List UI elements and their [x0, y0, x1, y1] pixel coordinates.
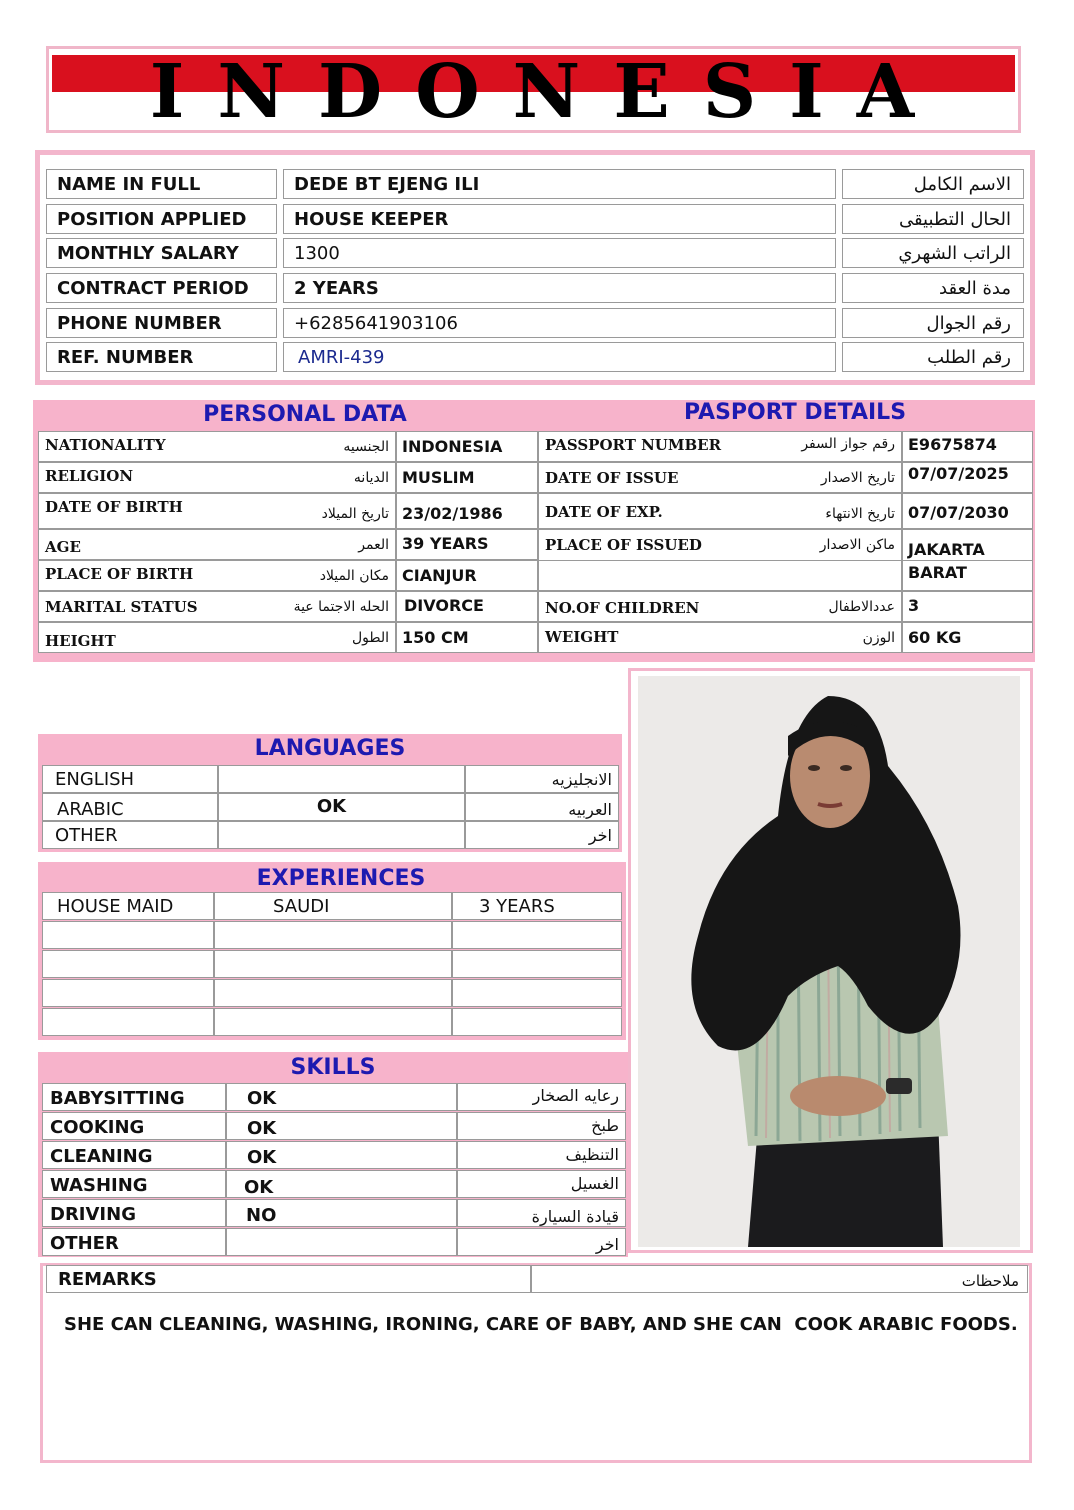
- pd-label: DATE OF BIRTH: [45, 498, 183, 516]
- ps-label: PLACE OF ISSUED: [545, 536, 702, 554]
- ps-label: NO.OF CHILDREN: [545, 599, 700, 617]
- info-label-ar: الراتب الشهري: [842, 238, 1024, 268]
- passport-number-value: E9675874: [902, 431, 1033, 462]
- pd-label: NATIONALITY: [45, 436, 166, 454]
- ps-label-cell: [538, 622, 902, 653]
- pd-label-ar: تاريخ الميلاد: [321, 506, 389, 522]
- ps-label-cell: [538, 591, 902, 622]
- ps-label-ar: الوزن: [862, 630, 895, 646]
- pd-label: PLACE OF BIRTH: [45, 565, 194, 583]
- ps-label: WEIGHT: [545, 628, 619, 646]
- skill-label: CLEANING: [42, 1141, 226, 1169]
- nationality-value: INDONESIA: [396, 431, 538, 462]
- pd-label-cell: [38, 493, 396, 529]
- skill-label-ar: قيادة السيارة: [457, 1199, 626, 1227]
- pd-label-ar: مكان الميلاد: [319, 568, 389, 584]
- marital-status-value: DIVORCE: [396, 591, 538, 622]
- remarks-section: [40, 1263, 1032, 1463]
- skill-label-ar: رعايه الصخار: [457, 1083, 626, 1111]
- language-label-ar: الانجليزيه: [465, 765, 619, 793]
- pd-label: MARITAL STATUS: [45, 598, 198, 616]
- languages-title: LANGUAGES: [254, 736, 406, 761]
- experience-position: [42, 950, 214, 978]
- date-of-expiry-value: 07/07/2030: [902, 493, 1033, 529]
- pd-label-cell: [38, 431, 396, 462]
- position-value: HOUSE KEEPER: [283, 204, 836, 234]
- ps-label-ar: عددالاطفال: [828, 599, 895, 615]
- experience-country: SAUDI: [214, 892, 452, 920]
- ps-label-ar: تاريخ الانتهاء: [825, 506, 895, 522]
- experience-period: [452, 979, 622, 1007]
- skill-label-ar: الغسيل: [457, 1170, 626, 1198]
- info-label-ar: رقم الطلب: [842, 342, 1024, 372]
- date-of-issue-value: 07/07/2025: [902, 462, 1033, 493]
- info-label: MONTHLY SALARY: [46, 238, 277, 268]
- age-value: 39 YEARS: [396, 529, 538, 560]
- experience-position: [42, 979, 214, 1007]
- pd-label-ar: العمر: [358, 537, 389, 553]
- place-of-issue-value: JAKARTA: [902, 529, 1033, 560]
- experience-position: HOUSE MAID: [42, 892, 214, 920]
- full-name-value: DEDE BT EJENG ILI: [283, 169, 836, 199]
- contract-value: 2 YEARS: [283, 273, 836, 303]
- language-label: OTHER: [42, 821, 218, 849]
- pd-label-ar: الجنسيه: [343, 439, 389, 455]
- pd-label: HEIGHT: [45, 632, 116, 650]
- skill-label: COOKING: [42, 1112, 226, 1140]
- experience-country: [214, 979, 452, 1007]
- info-label-ar: الحال التطبيقى: [842, 204, 1024, 234]
- personal-data-title: PERSONAL DATA: [203, 402, 407, 427]
- experience-country: [214, 921, 452, 949]
- experience-country: [214, 1008, 452, 1036]
- experiences-title: EXPERIENCES: [256, 866, 426, 891]
- ps-label-cell: [538, 560, 902, 591]
- ps-label: DATE OF ISSUE: [545, 469, 679, 487]
- skill-label: BABYSITTING: [42, 1083, 226, 1111]
- remarks-label-ar: ملاحظات: [531, 1265, 1028, 1293]
- skill-label: DRIVING: [42, 1199, 226, 1227]
- skills-title: SKILLS: [290, 1055, 376, 1080]
- phone-value: +6285641903106: [283, 308, 836, 338]
- ps-label-cell: [538, 431, 902, 462]
- pd-label: RELIGION: [45, 467, 134, 485]
- language-label: ENGLISH: [42, 765, 218, 793]
- ps-label-cell: [538, 462, 902, 493]
- language-label: ARABIC: [42, 793, 218, 821]
- ps-label: DATE OF EXP.: [545, 503, 663, 521]
- pd-label-ar: الطول: [351, 630, 389, 646]
- salary-value: 1300: [283, 238, 836, 268]
- ps-label-ar: تاريخ الاصدار: [820, 470, 895, 486]
- ps-label-cell: [538, 493, 902, 529]
- pd-label-ar: الديانه: [353, 470, 389, 486]
- pd-label-cell: [38, 591, 396, 622]
- experience-country: [214, 950, 452, 978]
- ps-label: [539, 565, 545, 583]
- skill-label: WASHING: [42, 1170, 226, 1198]
- remarks-label: REMARKS: [46, 1265, 531, 1293]
- info-label: REF. NUMBER: [46, 342, 277, 372]
- skill-label-ar: طبخ: [457, 1112, 626, 1140]
- place-of-birth-value: CIANJUR: [396, 560, 538, 591]
- children-value: 3: [902, 591, 1033, 622]
- info-label: CONTRACT PERIOD: [46, 273, 277, 303]
- passport-details-title: PASPORT DETAILS: [683, 400, 907, 425]
- ps-label-cell: [538, 529, 902, 560]
- ps-label-ar: ماكن الاصدار: [819, 537, 895, 553]
- pd-label-cell: [38, 529, 396, 560]
- info-label-ar: مدة العقد: [842, 273, 1024, 303]
- info-label: PHONE NUMBER: [46, 308, 277, 338]
- language-label-ar: اخر: [465, 821, 619, 849]
- arabic-value: OK: [218, 793, 465, 821]
- remarks-text: SHE CAN CLEANING, WASHING, IRONING, CARE OF BABY, AND SHE CAN COOK ARABIC FOODS.: [64, 1314, 1018, 1335]
- ps-label: PASSPORT NUMBER: [545, 436, 722, 454]
- experience-period: [452, 1008, 622, 1036]
- country-title: INDONESIA: [149, 49, 948, 135]
- skill-label-ar: التنظيف: [457, 1141, 626, 1169]
- language-label-ar: العربيه: [465, 793, 619, 821]
- babysitting-value: OK: [226, 1083, 457, 1111]
- info-label: NAME IN FULL: [46, 169, 277, 199]
- other-language-value: [218, 821, 465, 849]
- applicant-photo: [638, 676, 1020, 1247]
- pd-label-cell: [38, 560, 396, 591]
- religion-value: MUSLIM: [396, 462, 538, 493]
- skill-label: OTHER: [42, 1228, 226, 1256]
- experience-period: 3 YEARS: [452, 892, 622, 920]
- cooking-value: OK: [226, 1112, 457, 1140]
- cleaning-value: OK: [226, 1141, 457, 1169]
- skill-label-ar: اخر: [457, 1228, 626, 1256]
- pd-label-cell: [38, 622, 396, 653]
- place-of-issue-value-2: BARAT: [902, 560, 1033, 591]
- ps-label-ar: رقم جواز السفر: [801, 436, 895, 452]
- height-value: 150 CM: [396, 622, 538, 653]
- experience-position: [42, 1008, 214, 1036]
- washing-value: OK: [226, 1170, 457, 1198]
- english-value: [218, 765, 465, 793]
- experience-position: [42, 921, 214, 949]
- weight-value: 60 KG: [902, 622, 1033, 653]
- info-label: POSITION APPLIED: [46, 204, 277, 234]
- info-label-ar: رقم الجوال: [842, 308, 1024, 338]
- pd-label-cell: [38, 462, 396, 493]
- pd-label-ar: الحله الاجتما عية: [293, 599, 389, 615]
- ref-number-value: AMRI-439: [283, 342, 836, 372]
- pd-label: AGE: [45, 538, 81, 556]
- experience-period: [452, 921, 622, 949]
- experience-period: [452, 950, 622, 978]
- driving-value: NO: [226, 1199, 457, 1227]
- dob-value: 23/02/1986: [396, 493, 538, 529]
- info-label-ar: الاسم الكامل: [842, 169, 1024, 199]
- other-skill-value: [226, 1228, 457, 1256]
